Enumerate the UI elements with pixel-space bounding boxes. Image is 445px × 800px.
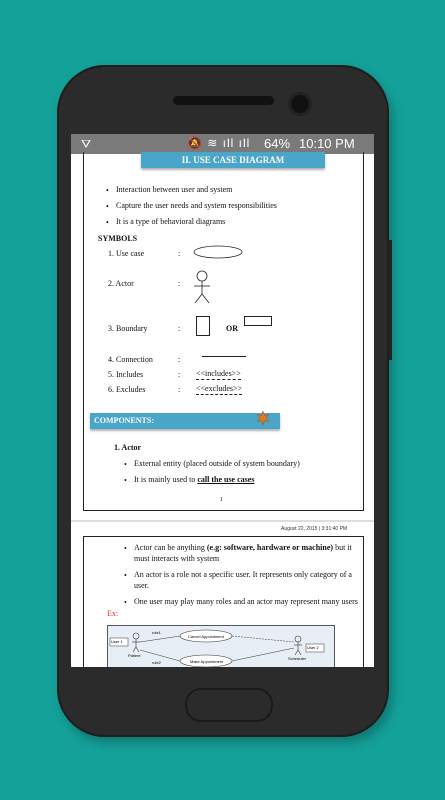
home-button[interactable]: [185, 688, 273, 722]
page-divider: [71, 520, 374, 522]
symbol-label-actor: 2. Actor: [108, 279, 134, 288]
side-button[interactable]: [388, 240, 392, 360]
symbol-label-includes: 5. Includes: [108, 370, 144, 379]
document-page-2[interactable]: • Actor can be anything (e.g: software, hardware or machine) but it must interacts with system • An actor is a role not a specific user. It represents only category of a user. • One user may play many roles and an actor may represent many users: [83, 536, 364, 667]
status-bar: [71, 134, 374, 154]
example-label: Ex:: [107, 609, 119, 618]
includes-arrow: <<includes>>: [196, 369, 241, 378]
screen: [71, 134, 374, 667]
or-label: OR: [226, 324, 238, 333]
symbol-label-excludes: 6. Excludes: [108, 385, 146, 394]
symbol-label-boundary: 3. Boundary: [108, 324, 148, 333]
diagram-user2: User 2: [307, 645, 319, 650]
list-item-continuation: user.: [134, 581, 149, 590]
symbol-separator: :: [178, 249, 181, 258]
use-case-example-diagram: [107, 625, 335, 667]
actor-heading: 1. Actor: [114, 443, 142, 452]
symbol-separator: :: [178, 385, 181, 394]
symbol-label-use-case: 1. Use case: [108, 249, 145, 258]
print-timestamp: August 22, 2015 | 3:31:40 PM: [281, 526, 348, 532]
boundary-vertical-box-icon: [196, 316, 210, 336]
boundary-horizontal-box-icon: [244, 316, 272, 326]
notification-icon: ⛛: [81, 137, 92, 151]
symbol-separator: :: [178, 279, 181, 288]
diagram-user1: User 1: [111, 639, 123, 644]
document-page-1[interactable]: II. USE CASE DIAGRAM • Interaction between user and system • Capture the user needs and system responsibilities • It is a type of behavioral diagrams SYMBOLS 1. Use case : 2. Actor : 3. Boundary : OR 4. Connection : 5. Includes : <<includes>> 6. Excludes : <<excludes>> COMPONENTS: 1. Actor • External entity (placed outside of system boundary) • It is mainly used to call the use cases 1: [83, 152, 364, 511]
excludes-arrow: <<excludes>>: [196, 384, 243, 393]
symbol-separator: :: [178, 355, 181, 364]
diagram-role2: role2: [152, 660, 161, 665]
diagram-scheduler: Scheduler: [288, 656, 307, 661]
clock: 10:10 PM: [299, 136, 355, 151]
burst-star-icon: [256, 411, 270, 425]
page-title: II. USE CASE DIAGRAM: [141, 152, 325, 168]
signal-icons: 🔕 ≋ ıll ıll: [187, 136, 251, 150]
diagram-cancel-appointment: Cancel Appointment: [188, 634, 224, 639]
front-camera: [288, 92, 312, 116]
components-heading: COMPONENTS:: [90, 413, 280, 429]
actor-stick-figure-icon: [190, 270, 214, 306]
symbol-separator: :: [178, 370, 181, 379]
page-number: 1: [220, 497, 223, 503]
symbol-label-connection: 4. Connection: [108, 355, 153, 364]
call-use-cases-text: call the use cases: [197, 475, 255, 484]
diagram-make-appointment: Make Appointment: [190, 659, 224, 664]
connection-line-icon: [202, 356, 246, 357]
symbol-separator: :: [178, 324, 181, 333]
use-case-ellipse-icon: [192, 243, 244, 261]
battery-level: 64%: [264, 136, 291, 151]
list-item-continuation: must interacts with system: [134, 554, 220, 563]
diagram-patient: Patient: [128, 653, 141, 658]
earpiece-speaker: [173, 96, 274, 105]
diagram-role1: role1: [152, 630, 161, 635]
symbols-heading: SYMBOLS: [98, 234, 138, 243]
